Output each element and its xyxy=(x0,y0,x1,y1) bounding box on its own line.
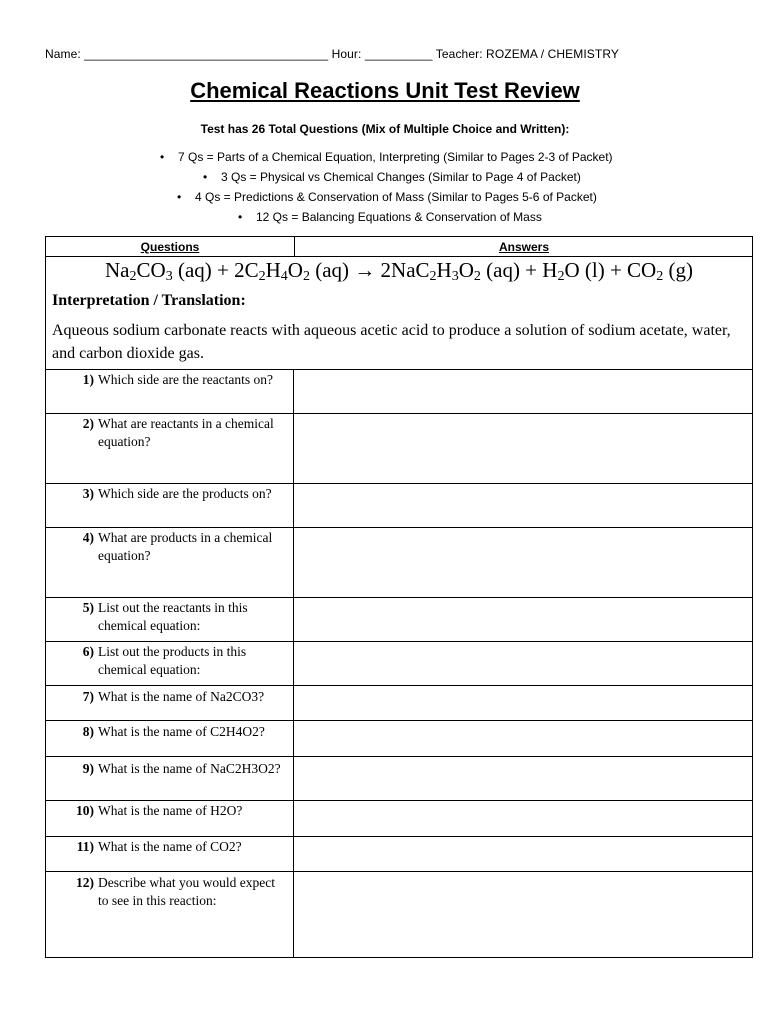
question-text: What is the name of Na2CO3? xyxy=(98,689,265,704)
question-text: What is the name of C2H4O2? xyxy=(98,724,265,739)
question-text: Which side are the products on? xyxy=(98,486,272,501)
bullet-text: 12 Qs = Balancing Equations & Conservation of Mass xyxy=(256,210,542,224)
answer-cell[interactable] xyxy=(294,837,752,871)
column-header-questions: Questions xyxy=(140,240,200,254)
question-number: 9) xyxy=(82,761,94,776)
question-number: 6) xyxy=(82,644,94,659)
answer-cell[interactable] xyxy=(294,801,752,836)
question-row-8 xyxy=(46,720,752,756)
question-row-9 xyxy=(46,756,752,800)
question-cell xyxy=(46,598,294,641)
header-divider xyxy=(46,256,752,257)
question-number: 4) xyxy=(82,530,94,545)
question-number: 1) xyxy=(82,372,94,387)
answer-cell[interactable] xyxy=(294,528,752,597)
answer-cell[interactable] xyxy=(294,872,752,957)
question-cell xyxy=(46,757,294,800)
answer-cell[interactable] xyxy=(294,642,752,685)
question-number: 3) xyxy=(82,486,94,501)
bullet-item xyxy=(177,190,597,204)
answer-cell[interactable] xyxy=(294,686,752,720)
question-cell xyxy=(46,528,294,597)
page-title: Chemical Reactions Unit Test Review xyxy=(190,78,580,103)
question-row-5 xyxy=(46,597,752,641)
question-number: 5) xyxy=(82,600,94,615)
question-number: 2) xyxy=(82,416,94,431)
question-number: 12) xyxy=(76,875,94,890)
question-text: What are products in a chemical equation? xyxy=(98,530,273,563)
arrow-icon: → xyxy=(354,258,376,282)
bullet-text: 4 Qs = Predictions & Conservation of Mass (Similar to Pages 5-6 of Packet) xyxy=(195,190,597,204)
question-number: 11) xyxy=(76,839,94,854)
question-number: 8) xyxy=(82,724,94,739)
question-row-11 xyxy=(46,836,752,871)
question-row-6 xyxy=(46,641,752,685)
answer-cell[interactable] xyxy=(294,721,752,756)
question-table xyxy=(45,236,753,958)
question-row-1 xyxy=(46,369,752,413)
bullet-dot-icon: • xyxy=(238,210,243,224)
question-row-12 xyxy=(46,871,752,957)
question-number: 10) xyxy=(76,803,94,818)
question-cell xyxy=(46,686,294,720)
question-text: List out the products in this chemical equation: xyxy=(98,644,247,677)
interpretation-text: Aqueous sodium carbonate reacts with aqueous acetic acid to produce a solution of sodium acetate, water, and carbon dioxide gas. xyxy=(52,322,731,362)
question-row-7 xyxy=(46,685,752,720)
question-text: Which side are the reactants on? xyxy=(98,372,274,387)
bullet-item xyxy=(238,210,542,224)
question-cell xyxy=(46,721,294,756)
bullet-item xyxy=(160,150,613,164)
bullet-text: 7 Qs = Parts of a Chemical Equation, Interpreting (Similar to Pages 2-3 of Packet) xyxy=(178,150,613,164)
bullet-dot-icon: • xyxy=(160,150,165,164)
question-number: 7) xyxy=(82,689,94,704)
header-line: Name: ____________________________________ Hour: __________ Teacher: ROZEMA / CHEMISTRY xyxy=(45,47,619,61)
question-row-2 xyxy=(46,413,752,483)
question-cell xyxy=(46,801,294,836)
interpretation-label: Interpretation / Translation: xyxy=(52,292,246,309)
answer-cell[interactable] xyxy=(294,598,752,641)
column-header-answers: Answers xyxy=(498,240,550,254)
question-text: What is the name of NaC2H3O2? xyxy=(98,761,281,776)
chemical-equation: $Na_2CO_3$ $(aq) + 2C_2H_4O_2$ $(aq) \to 2NaC_2H_3O_2$ $(aq) + H_2O$ $(l) + CO_2$ (g) xyxy=(105,258,693,284)
question-text: What is the name of CO2? xyxy=(98,839,242,854)
question-row-4 xyxy=(46,527,752,597)
question-row-3 xyxy=(46,483,752,527)
bullet-text: 3 Qs = Physical vs Chemical Changes (Similar to Page 4 of Packet) xyxy=(221,170,581,184)
question-text: What is the name of H2O? xyxy=(98,803,243,818)
question-cell xyxy=(46,484,294,527)
question-cell xyxy=(46,642,294,685)
bullet-dot-icon: • xyxy=(177,190,182,204)
answer-cell[interactable] xyxy=(294,484,752,527)
question-cell xyxy=(46,414,294,483)
question-text: Describe what you would expect to see in this reaction: xyxy=(98,875,275,908)
question-cell xyxy=(46,370,294,413)
bullet-item xyxy=(203,170,581,184)
question-text: List out the reactants in this chemical equation: xyxy=(98,600,248,633)
answer-cell[interactable] xyxy=(294,370,752,413)
bullet-dot-icon: • xyxy=(203,170,208,184)
question-row-10 xyxy=(46,800,752,836)
answer-cell[interactable] xyxy=(294,757,752,800)
answer-cell[interactable] xyxy=(294,414,752,483)
question-cell xyxy=(46,872,294,957)
subtitle: Test has 26 Total Questions (Mix of Multiple Choice and Written): xyxy=(200,122,570,136)
question-text: What are reactants in a chemical equation? xyxy=(98,416,274,449)
question-cell xyxy=(46,837,294,871)
